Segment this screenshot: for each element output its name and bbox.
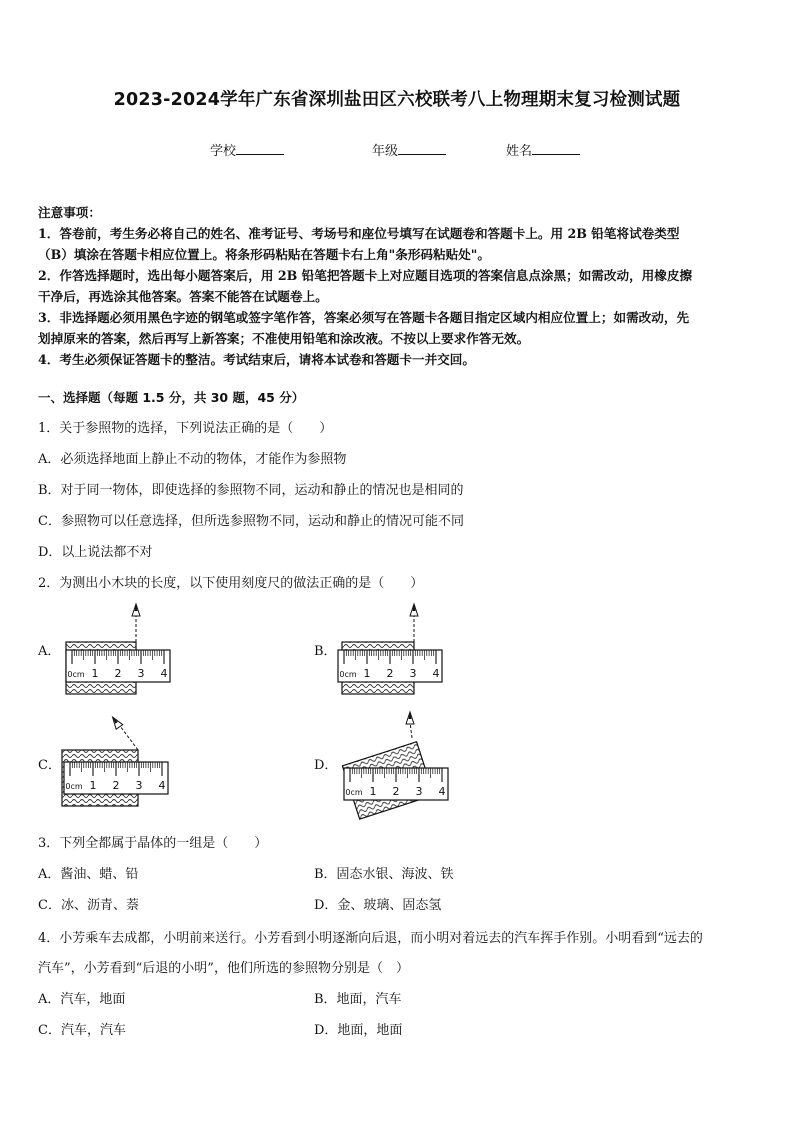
school-field (210, 140, 284, 159)
question-1-stem: 1．关于参照物的选择，下列说法正确的是（ ） (38, 421, 333, 436)
ruler-tick-label: 3 (135, 779, 143, 792)
name-field (506, 140, 580, 159)
notes-heading: 注意事项： (38, 205, 101, 220)
page-title: 2023-2024学年广东省深圳盐田区六校联考八上物理期末复习检测试题 (113, 90, 681, 110)
figure-b[interactable] (338, 604, 442, 694)
ruler-tick-label: 4 (158, 779, 166, 792)
question-4-stem-cont: 汽车”，小芳看到“后退的小明”，他们所选的参照物分别是（ ） (38, 961, 409, 976)
figure-c[interactable] (62, 715, 168, 806)
ruler-tick-label: 1 (363, 667, 371, 680)
notes-line: 划掉原来的答案，然后再写上新答案；不准使用铅笔和涂改液。不按以上要求作答无效。 (38, 331, 530, 346)
q1-option-a[interactable]: A．必须选择地面上静止不动的物体，才能作为参照物 (38, 452, 347, 467)
ruler-tick-label: 4 (160, 667, 168, 680)
ruler-tick-label: 2 (392, 785, 400, 798)
ruler-tick-label: 0cm (65, 782, 83, 791)
pencil-icon (132, 604, 140, 616)
pencil-icon (410, 604, 418, 616)
q2-figures (0, 598, 794, 828)
notes-line: 1．答卷前，考生务必将自己的姓名、准考证号、考场号和座位号填写在试题卷和答题卡上。用 2B 铅笔将试卷类型 (38, 226, 680, 241)
grade-field (372, 140, 446, 159)
ruler-tick-label: 4 (432, 667, 440, 680)
ruler-tick-label: 2 (112, 779, 120, 792)
q2-label-b[interactable]: B． (314, 644, 337, 659)
pencil-icon (109, 715, 122, 729)
notes-line: 干净后，再选涂其他答案。答案不能答在试题卷上。 (38, 289, 328, 304)
name-label: 姓名 (506, 144, 533, 159)
notes-line: 3．非选择题必须用黑色字迹的钢笔或签字笔作答，答案必须写在答题卡各题目指定区域内相应位置上；如需改动，先 (38, 310, 690, 325)
ruler-tick-label: 3 (137, 667, 145, 680)
question-2-stem: 2．为测出小木块的长度，以下使用刻度尺的做法正确的是（ ） (38, 576, 424, 591)
section-heading: 一、选择题（每题 1.5 分，共 30 题，45 分） (38, 390, 305, 405)
q1-option-b[interactable]: B．对于同一物体，即使选择的参照物不同，运动和静止的情况也是相同的 (38, 483, 464, 498)
ruler-tick-label: 2 (386, 667, 394, 680)
ruler-tick-label: 2 (114, 667, 122, 680)
q1-option-c[interactable]: C．参照物可以任意选择，但所选参照物不同，运动和静止的情况可能不同 (38, 514, 464, 529)
ruler-tick-label: 1 (369, 785, 377, 798)
q4-option-a[interactable]: A．汽车，地面 (38, 992, 126, 1007)
ruler-b (338, 650, 442, 682)
notes-line: （B）填涂在答题卡相应位置上。将条形码粘贴在答题卡右上角"条形码粘贴处"。 (38, 247, 490, 262)
q3-option-b[interactable]: B．固态水银、海波、铁 (314, 867, 454, 882)
ruler-tick-label: 0cm (67, 670, 85, 679)
q4-option-b[interactable]: B．地面，汽车 (314, 992, 402, 1007)
figure-a[interactable] (66, 604, 170, 694)
ruler-tick-label: 3 (415, 785, 423, 798)
ruler-tick-label: 0cm (345, 788, 363, 797)
ruler-a (66, 650, 170, 682)
name-blank[interactable] (532, 142, 580, 155)
notes-line: 4．考生必须保证答题卡的整洁。考试结束后，请将本试卷和答题卡一并交回。 (38, 352, 475, 367)
q3-option-c[interactable]: C．冰、沥青、萘 (38, 898, 139, 913)
ruler-tick-label: 1 (91, 667, 99, 680)
q2-label-d[interactable]: D． (314, 758, 338, 773)
q4-option-c[interactable]: C．汽车，汽车 (38, 1023, 126, 1038)
ruler-tick-label: 4 (438, 785, 446, 798)
q3-option-a[interactable]: A．酱油、蜡、铅 (38, 867, 139, 882)
ruler-tick-label: 1 (89, 779, 97, 792)
notes-line: 2．作答选择题时，选出每小题答案后，用 2B 铅笔把答题卡上对应题目选项的答案信息点涂黑；如需改动，用橡皮擦 (38, 268, 693, 283)
pencil-icon (406, 712, 414, 724)
q4-option-d[interactable]: D．地面，地面 (314, 1023, 403, 1038)
notes-block (38, 202, 760, 370)
grade-blank[interactable] (398, 142, 446, 155)
school-label: 学校 (210, 144, 237, 159)
ruler-c (64, 762, 168, 794)
ruler-d (344, 768, 448, 800)
question-3-stem: 3．下列全都属于晶体的一组是（ ） (38, 836, 268, 851)
q1-option-d[interactable]: D．以上说法都不对 (38, 545, 153, 560)
question-4-stem: 4．小芳乘车去成都，小明前来送行。小芳看到小明逐渐向后退，而小明对着远去的汽车挥手作别。小明看到“远去的 (38, 931, 703, 946)
ruler-tick-label: 0cm (339, 670, 357, 679)
figure-d[interactable] (342, 712, 448, 819)
q3-option-d[interactable]: D．金、玻璃、固态氢 (314, 898, 442, 913)
ruler-tick-label: 3 (409, 667, 417, 680)
school-blank[interactable] (236, 142, 284, 155)
q2-label-a[interactable]: A． (38, 644, 61, 659)
q2-label-c[interactable]: C． (38, 758, 61, 773)
grade-label: 年级 (372, 144, 399, 159)
